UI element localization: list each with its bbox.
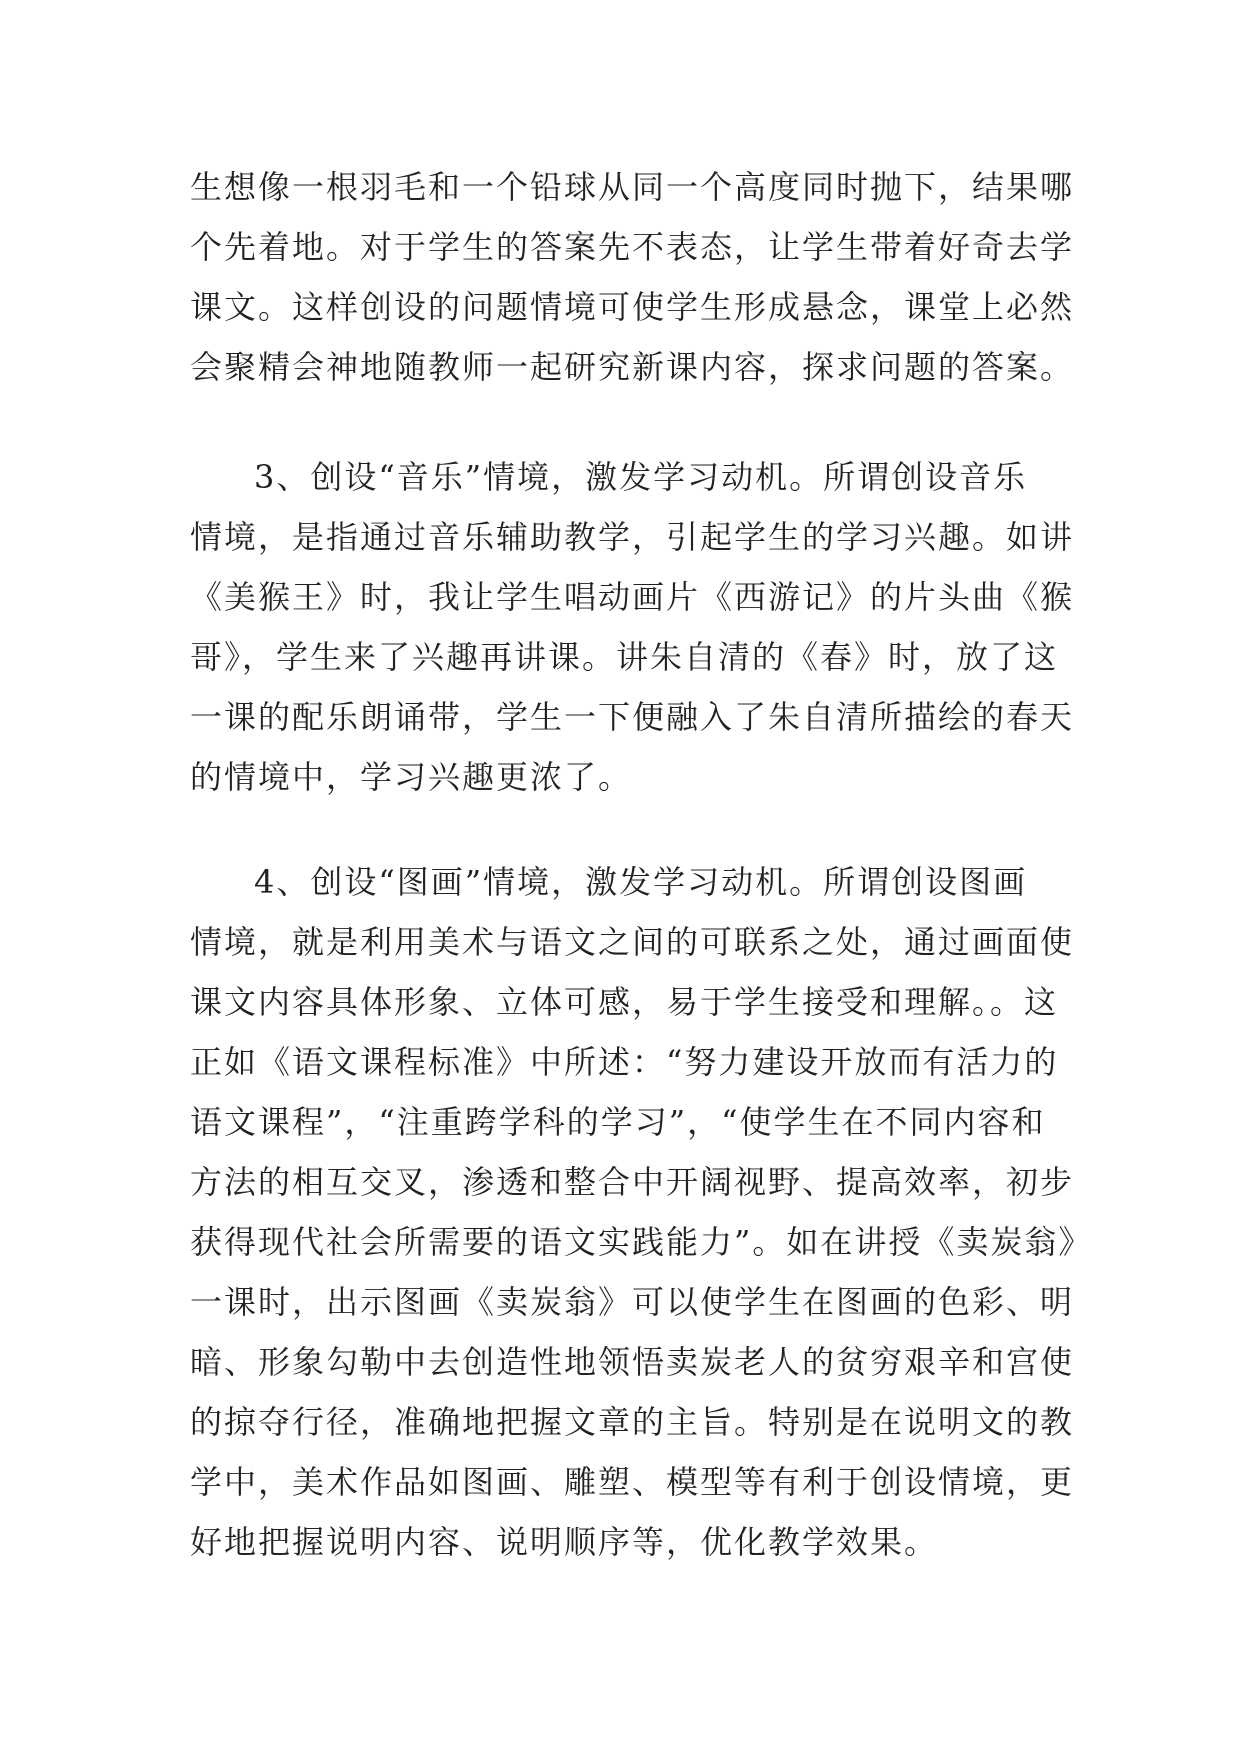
paragraph-continuation (190, 157, 1075, 397)
text-line: 一课的配乐朗诵带，学生一下便融入了朱自清所描绘的春天 (190, 698, 1075, 736)
text-line: 会聚精会神地随教师一起研究新课内容，探求问题的答案。 (190, 348, 1075, 386)
text-line: 学中，美术作品如图画、雕塑、模型等有利于创设情境，更 (190, 1463, 1075, 1501)
text-line: 好地把握说明内容、说明顺序等，优化教学效果。 (190, 1523, 939, 1561)
text-line: 情境，就是利用美术与语文之间的可联系之处，通过画面使 (190, 923, 1075, 961)
text-line: 的情境中，学习兴趣更浓了。 (190, 758, 633, 796)
paragraph-picture-situation (190, 852, 1093, 1572)
text-line: 的掠夺行径，准确地把握文章的主旨。特别是在说明文的教 (190, 1403, 1075, 1441)
text-line: 生想像一根羽毛和一个铅球从同一个高度同时抛下，结果哪 (190, 168, 1075, 206)
text-line: 暗、形象勾勒中去创造性地领悟卖炭老人的贫穷艰辛和宫使 (190, 1343, 1075, 1381)
paragraph-music-situation (190, 447, 1075, 807)
text-line: 个先着地。对于学生的答案先不表态，让学生带着好奇去学 (190, 228, 1075, 266)
text-line: 课文内容具体形象、立体可感，易于学生接受和理解。。这 (190, 983, 1059, 1021)
text-line: 语文课程”，“注重跨学科的学习”，“使学生在不同内容和 (190, 1103, 1046, 1141)
text-line: 获得现代社会所需要的语文实践能力”。如在讲授《卖炭翁》 (190, 1223, 1093, 1261)
text-line: 《美猴王》时，我让学生唱动画片《西游记》的片头曲《猴 (190, 578, 1075, 616)
text-line: 3、创设“音乐”情境，激发学习动机。所谓创设音乐 (254, 458, 1028, 496)
text-line: 情境，是指通过音乐辅助教学，引起学生的学习兴趣。如讲 (190, 518, 1075, 556)
text-line: 课文。这样创设的问题情境可使学生形成悬念，课堂上必然 (190, 288, 1075, 326)
text-line: 正如《语文课程标准》中所述：“努力建设开放而有活力的 (190, 1043, 1059, 1081)
text-line: 哥》，学生来了兴趣再讲课。讲朱自清的《春》时，放了这 (190, 638, 1059, 676)
text-line: 方法的相互交叉，渗透和整合中开阔视野、提高效率，初步 (190, 1163, 1075, 1201)
text-line: 一课时，出示图画《卖炭翁》可以使学生在图画的色彩、明 (190, 1283, 1075, 1321)
text-line: 4、创设“图画”情境，激发学习动机。所谓创设图画 (254, 863, 1028, 901)
